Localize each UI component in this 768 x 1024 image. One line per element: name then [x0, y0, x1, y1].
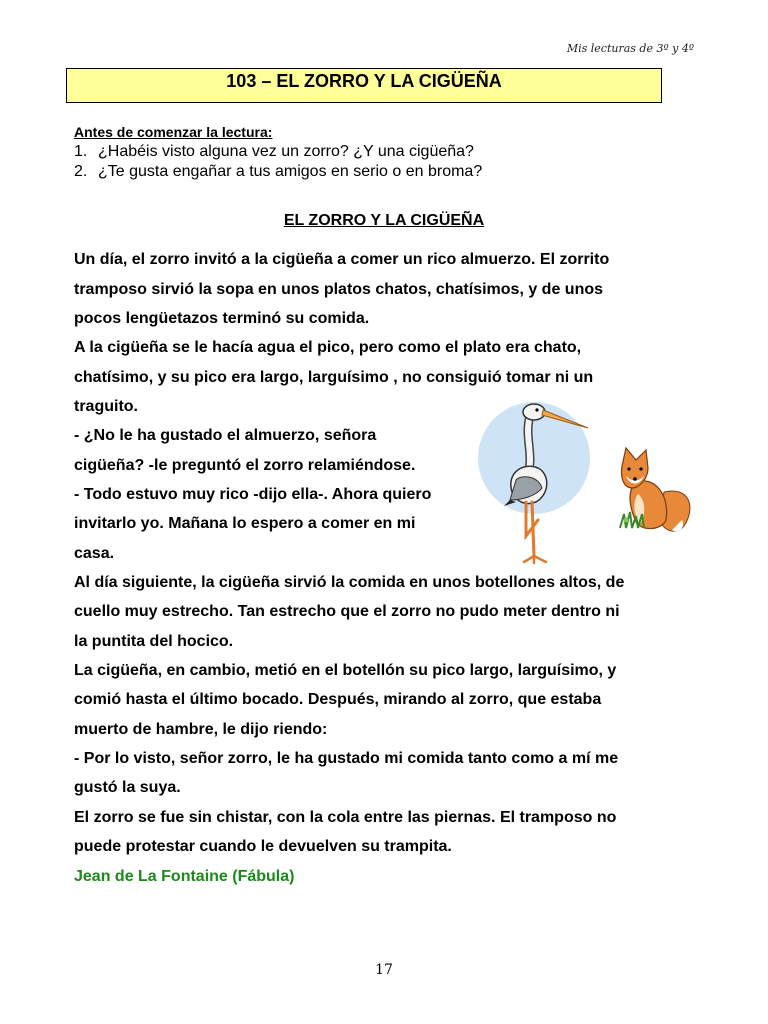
story-line: muerto de hambre, le dijo riendo:	[74, 721, 328, 738]
fox-illustration	[620, 448, 690, 531]
story-line: comió hasta el último bocado. Después, mirando al zorro, que estaba	[74, 691, 602, 708]
header-note: Mis lecturas de 3º y 4º	[566, 42, 694, 55]
story-line: A la cigüeña se le hacía agua el pico, pero como el plato era chato,	[74, 339, 582, 356]
title-box	[66, 68, 662, 103]
story-line: - Todo estuvo muy rico -dijo ella-. Ahora quiero	[74, 486, 432, 503]
page-number: 17	[375, 962, 393, 978]
question-number: 2.	[74, 163, 88, 180]
story-line: - Por lo visto, señor zorro, le ha gustado mi comida tanto como a mí me	[74, 750, 619, 767]
question-item	[74, 162, 482, 182]
page-title: 103 – EL ZORRO Y LA CIGÜEÑA	[226, 71, 502, 91]
story-line: La cigüeña, en cambio, metió en el botellón su pico largo, larguísimo, y	[74, 662, 617, 679]
story-line: cigüeña? -le preguntó el zorro relamiéndose.	[74, 457, 416, 474]
question-number: 1.	[74, 143, 88, 160]
pre-reading-heading: Antes de comenzar la lectura:	[74, 124, 273, 140]
pre-reading-questions	[74, 142, 482, 182]
story-line: cuello muy estrecho. Tan estrecho que el zorro no pudo meter dentro ni	[74, 603, 620, 620]
story-line: gustó la suya.	[74, 779, 181, 796]
story-line: pocos lengüetazos terminó su comida.	[74, 310, 370, 327]
stork-illustration	[478, 402, 590, 563]
story-line: traguito.	[74, 398, 138, 415]
fable-illustration	[476, 396, 700, 568]
question-text: ¿Habéis visto alguna vez un zorro? ¿Y una cigüeña?	[98, 143, 474, 160]
story-line: El zorro se fue sin chistar, con la cola entre las piernas. El tramposo no	[74, 809, 617, 826]
story-line: casa.	[74, 545, 115, 562]
story-line: Al día siguiente, la cigüeña sirvió la comida en unos botellones altos, de	[74, 574, 625, 591]
story-line: tramposo sirvió la sopa en unos platos chatos, chatísimos, y de unos	[74, 281, 604, 298]
story-line: invitarlo yo. Mañana lo espero a comer en mi	[74, 515, 416, 532]
story-line: la puntita del hocico.	[74, 633, 234, 650]
question-text: ¿Te gusta engañar a tus amigos en serio o en broma?	[98, 163, 483, 180]
author-credit: Jean de La Fontaine (Fábula)	[74, 868, 295, 885]
story-title: EL ZORRO Y LA CIGÜEÑA	[283, 212, 485, 229]
story-line: chatísimo, y su pico era largo, larguísimo , no consiguió tomar ni un	[74, 369, 594, 386]
story-line: puede protestar cuando le devuelven su trampita.	[74, 838, 452, 855]
story-line: Un día, el zorro invitó a la cigüeña a comer un rico almuerzo. El zorrito	[74, 251, 610, 268]
question-item	[74, 142, 482, 162]
story-line: - ¿No le ha gustado el almuerzo, señora	[74, 427, 377, 444]
